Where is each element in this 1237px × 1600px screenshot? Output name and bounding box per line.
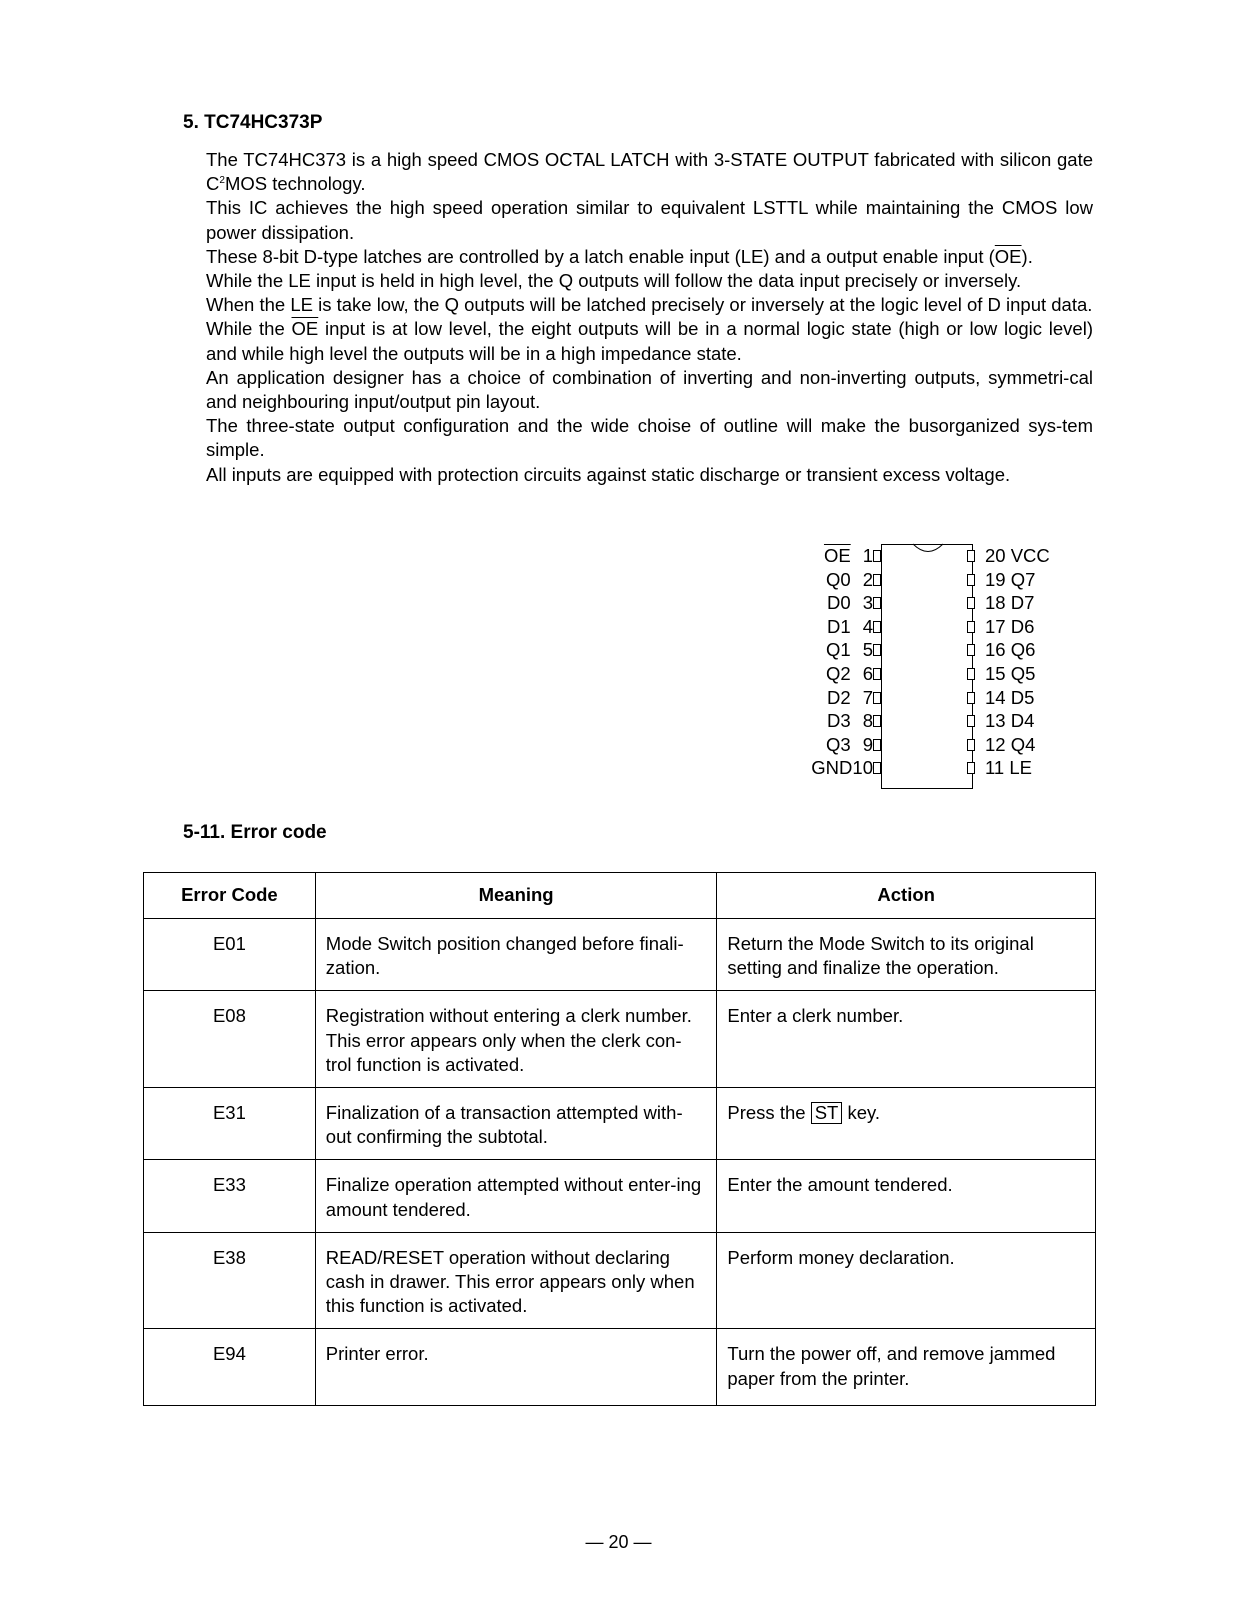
- pin-number-label: 11: [985, 757, 1005, 779]
- table-row: [144, 919, 1096, 991]
- ic-left-pin: [770, 544, 873, 568]
- intro-paragraph: [206, 245, 1093, 269]
- superscript: 2: [219, 175, 225, 187]
- pin-number-label: 10: [852, 757, 873, 779]
- error-code-cell: E38: [144, 1232, 316, 1329]
- intro-paragraph: [206, 148, 1093, 196]
- error-code-cell: E31: [144, 1088, 316, 1160]
- error-code-cell: E01: [144, 919, 316, 991]
- pin-number-label: 14: [985, 686, 1006, 708]
- table-row: [144, 1088, 1096, 1160]
- pin-name-label: D1: [827, 615, 851, 637]
- action-cell: Perform money declaration.: [717, 1232, 1096, 1329]
- action-cell: Turn the power off, and remove jammed paper from the printer.: [717, 1329, 1096, 1406]
- column-header-error-code: Error Code: [144, 873, 316, 919]
- ic-right-pin: [975, 662, 1090, 686]
- pin-name-label: Q3: [826, 733, 851, 755]
- pin-name-label: VCC: [1010, 545, 1050, 566]
- pin-number-label: 3: [862, 592, 873, 614]
- pin-lead-icon: [873, 621, 881, 633]
- page-number: — 20 —: [585, 1532, 652, 1552]
- oe-overline-label: $\overline{OE}$: [291, 318, 319, 340]
- pin-name-label: Q0: [826, 568, 851, 590]
- pin-lead-icon: [967, 668, 975, 680]
- pin-number-label: 16: [985, 639, 1006, 661]
- pin-number-label: 8: [862, 710, 873, 732]
- pin-name-label: LE: [1009, 757, 1032, 779]
- pin-number-label: 13: [985, 710, 1006, 732]
- meaning-cell: Mode Switch position changed before finali-zation.: [315, 919, 717, 991]
- st-key-icon: ST: [811, 1102, 843, 1124]
- pin-name-label: Q7: [1010, 568, 1036, 590]
- action-cell: Enter the amount tendered.: [717, 1160, 1096, 1232]
- meaning-cell: Printer error.: [315, 1329, 717, 1406]
- pin-number-label: 15: [985, 663, 1006, 684]
- pin-lead-icon: [873, 668, 881, 680]
- pin-lead-icon: [873, 762, 881, 774]
- pin-lead-icon: [873, 692, 881, 704]
- pin-name-label: Q4: [1010, 733, 1036, 755]
- column-header-meaning: Meaning: [315, 873, 717, 919]
- pin-number-label: 6: [862, 663, 873, 684]
- pin-lead-icon: [967, 739, 975, 751]
- intro-paragraph: [206, 317, 1093, 365]
- pin-lead-icon: [873, 715, 881, 727]
- pin-number-label: 4: [862, 615, 873, 637]
- intro-paragraph: This IC achieves the high speed operation similar to equivalent LSTTL while maintaining the CMOS low power dissipation.: [206, 197, 1093, 243]
- intro-paragraph: When the LE is take low, the Q outputs will be latched precisely or inversely at the logic level of D input data.: [206, 294, 1093, 316]
- table-row: [144, 991, 1096, 1088]
- oe-overline-label: $\overline{OE}$: [994, 245, 1022, 267]
- section-title: 5. TC74HC373P: [183, 112, 323, 133]
- intro-paragraph: The three-state output configuration and the wide choise of outline will make the busorganized sys-tem simple.: [206, 415, 1093, 461]
- pin-lead-icon: [967, 715, 975, 727]
- chip-notch-icon: [912, 543, 944, 555]
- intro-paragraph: An application designer has a choice of combination of inverting and non-inverting outputs, symmetri-cal and neighbouring input/output pin layout.: [206, 366, 1093, 413]
- intro-p6-text: While the: [206, 318, 292, 340]
- intro-p6-tail: input is at low level, the eight outputs will be in a normal logic state (high or low logic level) and while high level the outputs will be in a high impedance state.: [206, 318, 1093, 364]
- ic-left-pin: [770, 662, 873, 686]
- intro-p3-text: These 8-bit D-type latches are controlled by a latch enable input (LE) and a output enable input (: [206, 245, 995, 267]
- ic-right-pin: [975, 615, 1090, 639]
- ic-right-pin: [975, 638, 1090, 662]
- intro-p3-tail: ).: [1021, 245, 1033, 267]
- pin-number-label: 1: [862, 545, 873, 566]
- pin-name-label: $\overline{OE}$: [823, 545, 851, 566]
- pin-name-label: D6: [1010, 615, 1035, 637]
- pin-name-label: Q6: [1010, 639, 1036, 661]
- error-code-cell: E08: [144, 991, 316, 1088]
- ic-left-pin: [770, 591, 873, 615]
- action-cell: [717, 1088, 1096, 1160]
- ic-right-pin: [975, 709, 1090, 733]
- ic-left-pin: [770, 709, 873, 733]
- pin-name-label: Q2: [826, 663, 851, 684]
- pin-number-label: 20: [985, 545, 1006, 566]
- intro-p1-tail: MOS technology.: [224, 173, 366, 195]
- meaning-cell: Registration without entering a clerk number. This error appears only when the clerk con-trol function is activated.: [315, 991, 717, 1088]
- pin-name-label: D2: [827, 686, 851, 708]
- action-cell: Enter a clerk number.: [717, 991, 1096, 1088]
- ic-right-pin: [975, 544, 1090, 568]
- ic-right-pin: [975, 686, 1090, 710]
- ic-left-pin: [770, 756, 873, 780]
- ic-pinout-diagram: [770, 542, 1090, 792]
- meaning-cell: Finalization of a transaction attempted with-out confirming the subtotal.: [315, 1088, 717, 1160]
- pin-lead-icon: [967, 574, 975, 586]
- ic-right-pin: [975, 591, 1090, 615]
- pin-number-label: 7: [862, 686, 873, 708]
- ic-chip-body: [881, 544, 973, 789]
- action-cell: Return the Mode Switch to its original setting and finalize the operation.: [717, 919, 1096, 991]
- ic-left-pin: [770, 568, 873, 592]
- pin-lead-icon: [873, 597, 881, 609]
- pin-number-label: 5: [862, 639, 873, 661]
- pin-name-label: Q1: [826, 639, 851, 661]
- pin-name-label: D3: [827, 710, 851, 732]
- meaning-cell: Finalize operation attempted without enter-ing amount tendered.: [315, 1160, 717, 1232]
- ic-right-pin: [975, 733, 1090, 757]
- pin-lead-icon: [873, 644, 881, 656]
- pin-lead-icon: [967, 762, 975, 774]
- pin-lead-icon: [967, 644, 975, 656]
- intro-text: [206, 148, 1093, 487]
- pin-name-label: D7: [1010, 592, 1035, 614]
- table-row: [144, 1329, 1096, 1406]
- error-code-cell: E33: [144, 1160, 316, 1232]
- pin-lead-icon: [873, 739, 881, 751]
- action-text: Press the: [727, 1102, 811, 1124]
- pin-name-label: D4: [1010, 710, 1035, 732]
- intro-paragraph: While the LE input is held in high level, the Q outputs will follow the data input precisely or inversely.: [206, 270, 1022, 292]
- ic-left-pin: [770, 638, 873, 662]
- ic-left-pin: [770, 733, 873, 757]
- table-header-row: [144, 873, 1096, 919]
- pin-lead-icon: [967, 597, 975, 609]
- subsection-title: 5-11. Error code: [183, 822, 327, 843]
- column-header-action: Action: [717, 873, 1096, 919]
- pin-number-label: 19: [985, 568, 1006, 590]
- pin-number-label: 17: [985, 615, 1006, 637]
- table-row: [144, 1160, 1096, 1232]
- ic-right-pin: [975, 568, 1090, 592]
- pin-lead-icon: [873, 550, 881, 562]
- pin-lead-icon: [967, 550, 975, 562]
- intro-paragraph: All inputs are equipped with protection circuits against static discharge or transient excess voltage.: [206, 463, 1011, 485]
- pin-name-label: GND: [811, 757, 853, 779]
- pin-name-label: D5: [1010, 686, 1035, 708]
- ic-right-pin: [975, 756, 1090, 780]
- error-code-table: [143, 872, 1096, 1406]
- pin-lead-icon: [967, 621, 975, 633]
- pin-number-label: 9: [862, 733, 873, 755]
- action-text: key.: [842, 1102, 881, 1124]
- pin-lead-icon: [967, 692, 975, 704]
- pin-number-label: 18: [985, 592, 1006, 614]
- pin-name-label: Q5: [1010, 663, 1036, 684]
- ic-left-pin: [770, 686, 873, 710]
- intro-p1-text: The TC74HC373 is a high speed CMOS OCTAL LATCH with 3-STATE OUTPUT fabricated with silicon gate C: [206, 149, 1093, 195]
- pin-lead-icon: [873, 574, 881, 586]
- meaning-cell: READ/RESET operation without declaring cash in drawer. This error appears only when this function is activated.: [315, 1232, 717, 1329]
- pin-number-label: 12: [985, 733, 1006, 755]
- table-row: [144, 1232, 1096, 1329]
- error-code-cell: E94: [144, 1329, 316, 1406]
- pin-number-label: 2: [862, 568, 873, 590]
- ic-left-pin: [770, 615, 873, 639]
- pin-name-label: D0: [827, 592, 851, 614]
